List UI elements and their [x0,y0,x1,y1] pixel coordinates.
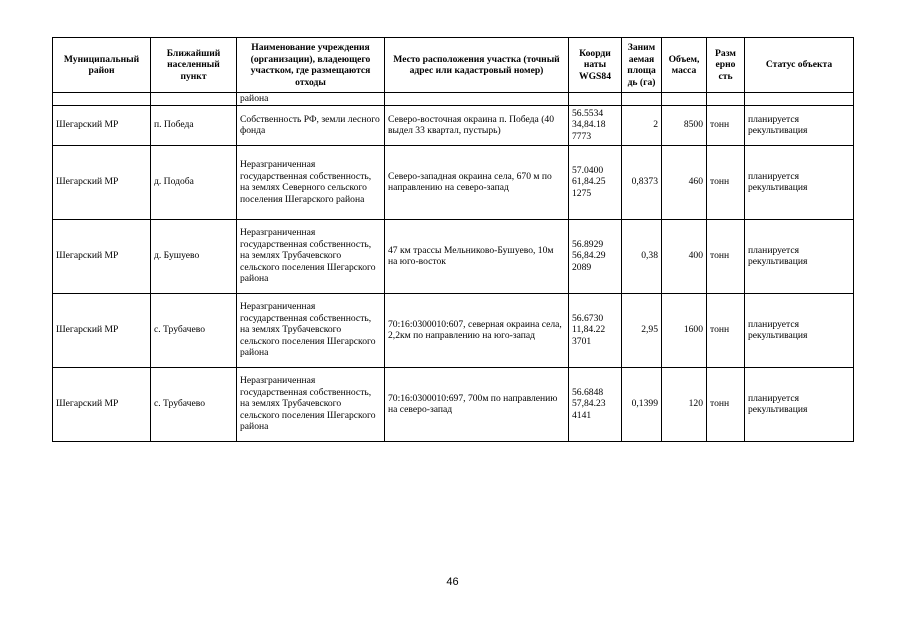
continuation-text: района [237,93,385,106]
cell-status: планируется рекультивация [745,105,854,145]
table-row [53,145,854,219]
table-row [53,219,854,293]
cell-coords: 56.8929 56,84.29 2089 [569,219,622,293]
table-row [53,105,854,145]
table-header-row [53,38,854,93]
cell-area: 0,8373 [622,145,662,219]
table-row [53,367,854,441]
cell-location: 70:16:0300010:607, северная окраина села, 2,2км по направлению на юго-запад [385,293,569,367]
cell-unit: тонн [707,145,745,219]
table-row [53,293,854,367]
cell-status: планируется рекультивация [745,293,854,367]
cell-volume: 400 [662,219,707,293]
header-owner: Наименование учреждения (организации), владеющего участком, где размещаются отходы [237,38,385,93]
cell-coords: 56.6730 11,84.22 3701 [569,293,622,367]
cell-location: 47 км трассы Мельниково-Бушуево, 10м на юго-восток [385,219,569,293]
cell-volume: 8500 [662,105,707,145]
cell-area: 2,95 [622,293,662,367]
cell-status: планируется рекультивация [745,367,854,441]
cell-status: планируется рекультивация [745,145,854,219]
cell-settlement: д. Подоба [151,145,237,219]
cell-district: Шегарский МР [53,293,151,367]
header-coords: Коорди наты WGS84 [569,38,622,93]
cell-owner: Неразграниченная государственная собственность, на землях Трубачевского сельского поселения Шегарского района [237,367,385,441]
cell-owner: Неразграниченная государственная собственность, на землях Трубачевского сельского поселения Шегарского района [237,219,385,293]
cell-district: Шегарский МР [53,105,151,145]
cell-unit: тонн [707,293,745,367]
header-volume: Объем, масса [662,38,707,93]
cell-unit: тонн [707,367,745,441]
cell-location: 70:16:0300010:697, 700м по направлению на северо-запад [385,367,569,441]
cell-coords: 57.0400 61,84.25 1275 [569,145,622,219]
cell-location: Северо-западная окраина села, 670 м по направлению на северо-запад [385,145,569,219]
cell-settlement: д. Бушуево [151,219,237,293]
page-number: 46 [446,576,459,588]
cell-area: 0,38 [622,219,662,293]
header-status: Статус объекта [745,38,854,93]
cell-unit: тонн [707,219,745,293]
cell-settlement: с. Трубачево [151,367,237,441]
cell-district: Шегарский МР [53,219,151,293]
cell-volume: 120 [662,367,707,441]
header-unit: Разм ерно сть [707,38,745,93]
cell-area: 0,1399 [622,367,662,441]
continuation-row [53,93,854,106]
cell-settlement: п. Победа [151,105,237,145]
cell-district: Шегарский МР [53,145,151,219]
cell-owner: Неразграниченная государственная собственность, на землях Северного сельского поселения Шегарского района [237,145,385,219]
cell-coords: 56.6848 57,84.23 4141 [569,367,622,441]
waste-sites-table [52,37,854,442]
cell-owner: Собственность РФ, земли лесного фонда [237,105,385,145]
cell-area: 2 [622,105,662,145]
cell-volume: 460 [662,145,707,219]
header-district: Муниципальный район [53,38,151,93]
header-location: Место расположения участка (точный адрес или кадастровый номер) [385,38,569,93]
cell-location: Северо-восточная окраина п. Победа (40 выдел 33 квартал, пустырь) [385,105,569,145]
cell-volume: 1600 [662,293,707,367]
cell-coords: 56.5534 34,84.18 7773 [569,105,622,145]
cell-owner: Неразграниченная государственная собственность, на землях Трубачевского сельского поселения Шегарского района [237,293,385,367]
cell-settlement: с. Трубачево [151,293,237,367]
cell-status: планируется рекультивация [745,219,854,293]
cell-district: Шегарский МР [53,367,151,441]
header-area: Заним аемая площа дь (га) [622,38,662,93]
cell-unit: тонн [707,105,745,145]
header-settlement: Ближайший населенный пункт [151,38,237,93]
